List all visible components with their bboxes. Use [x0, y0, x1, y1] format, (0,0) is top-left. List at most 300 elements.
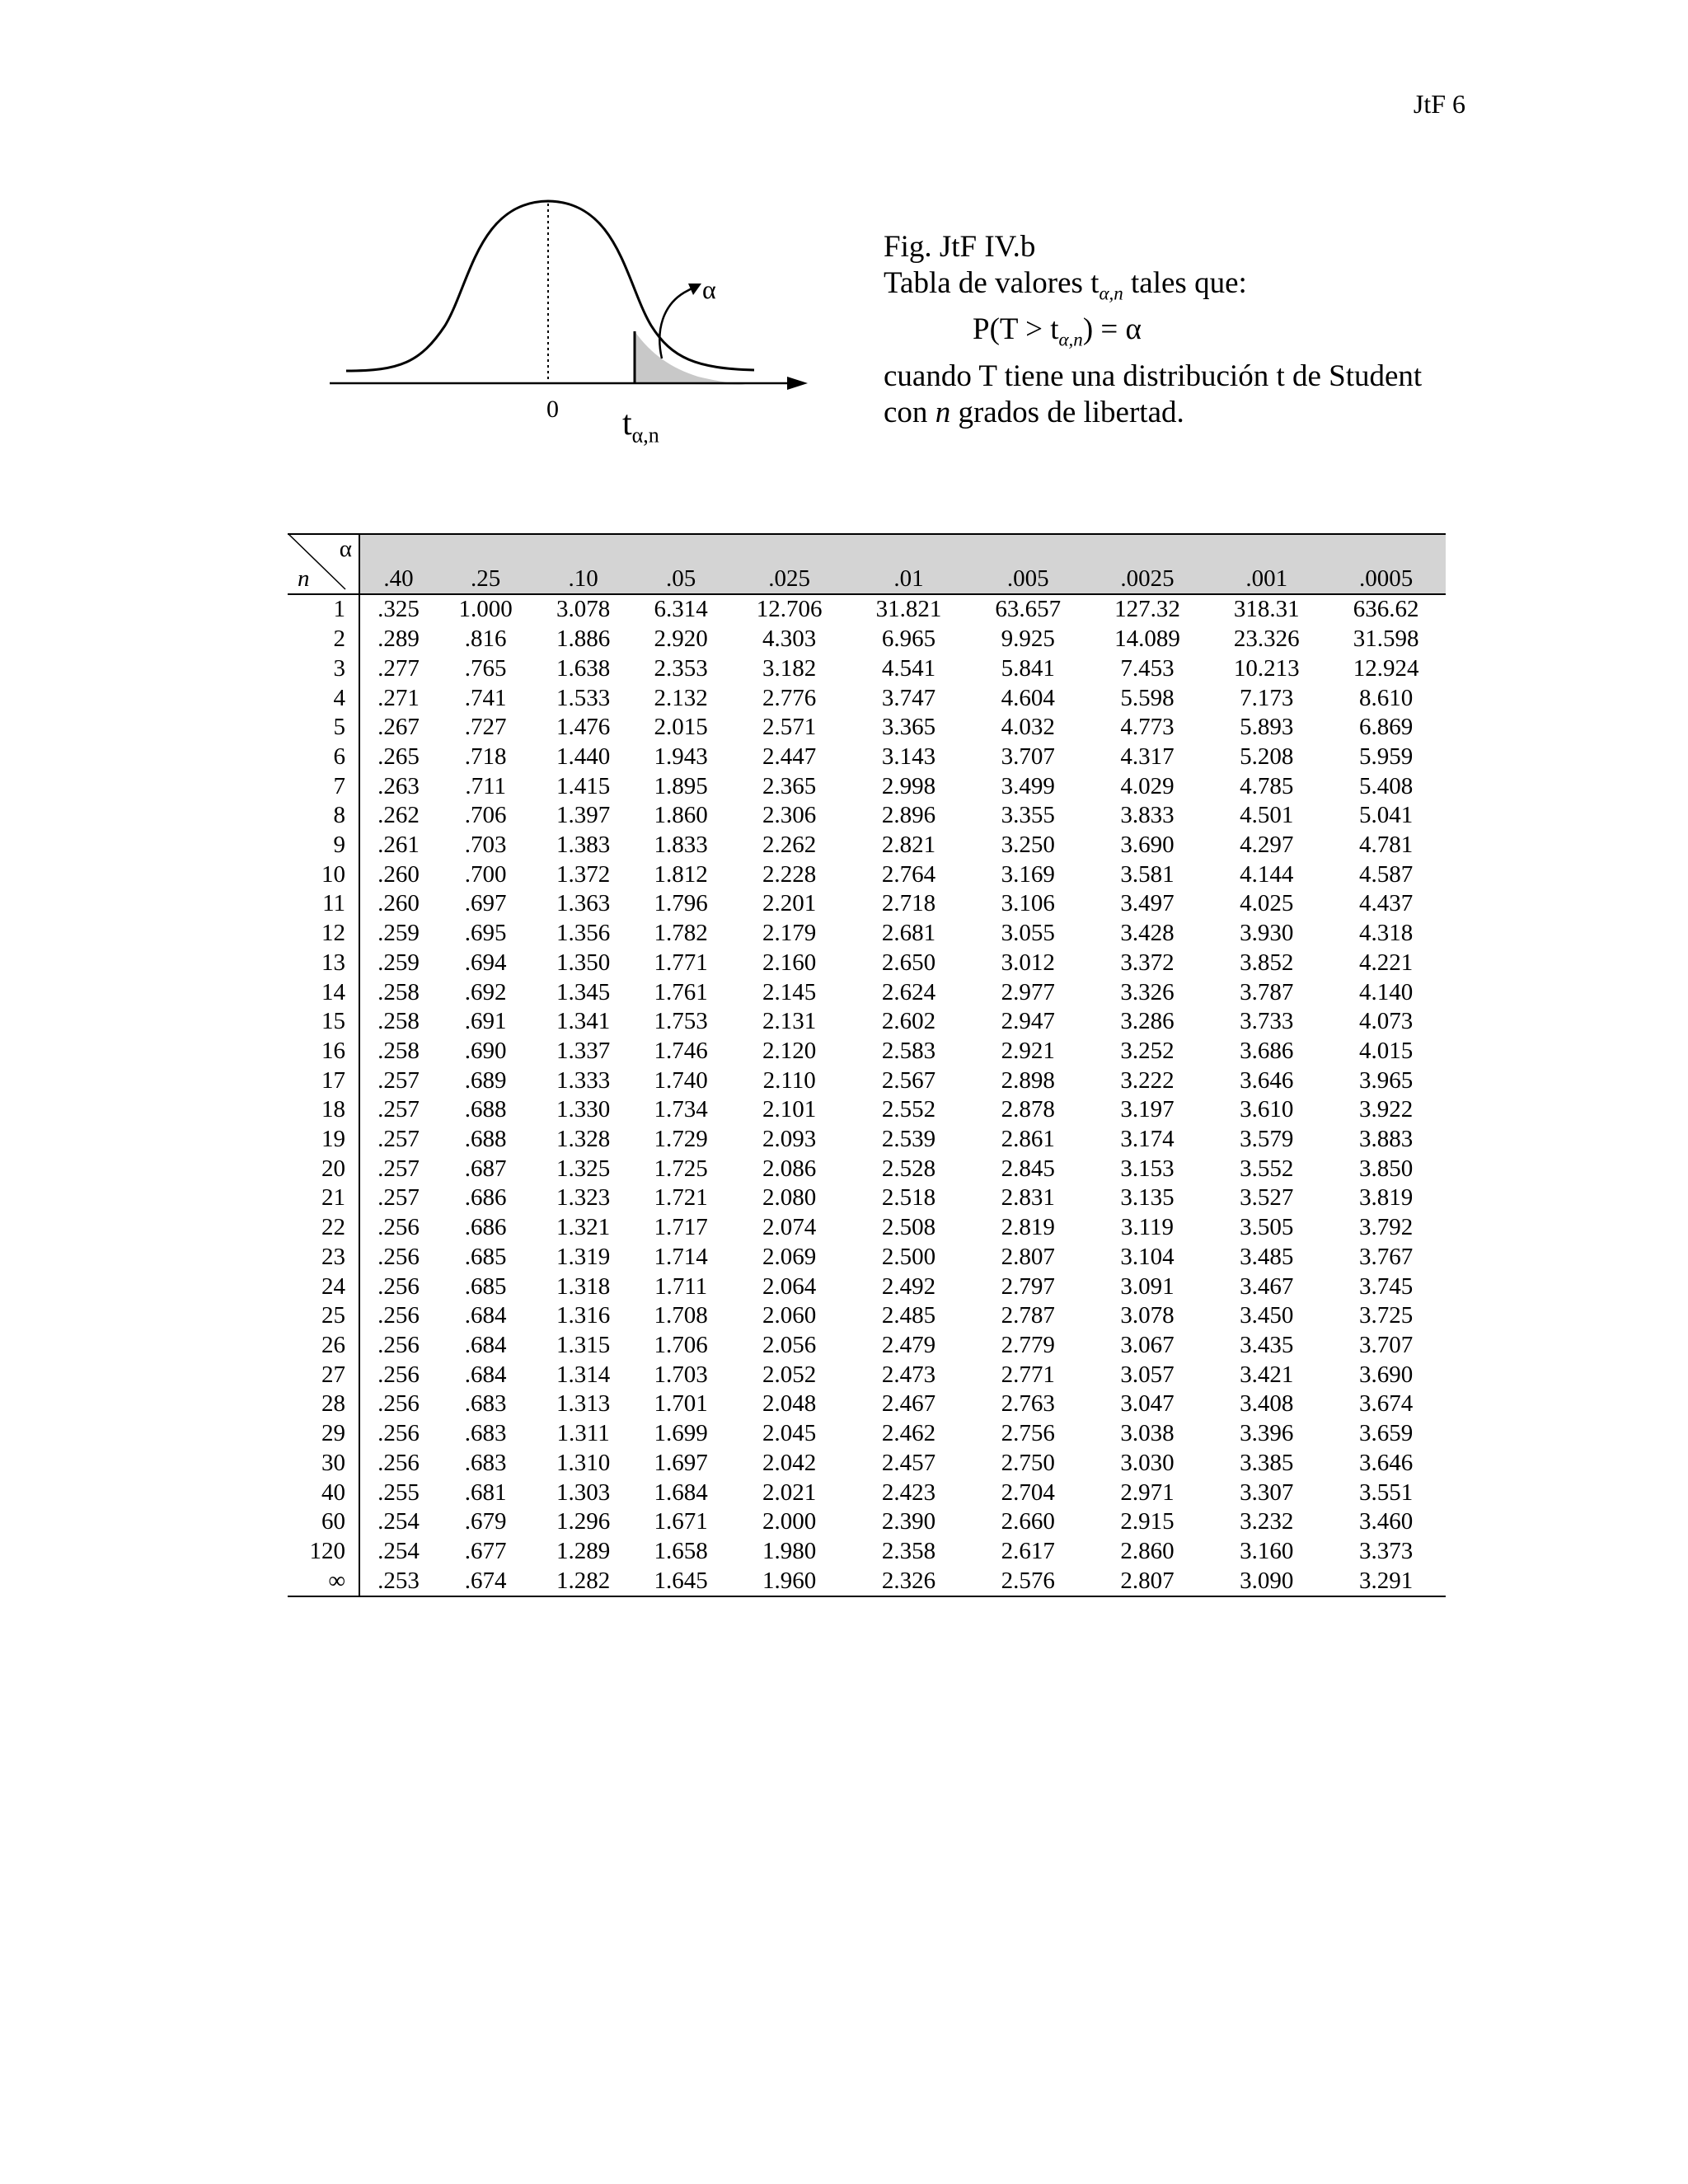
table-cell: 2.860 — [1120, 1537, 1175, 1564]
degrees-of-freedom-cell: 2 — [288, 625, 359, 654]
table-cell: 2.021 — [762, 1479, 817, 1506]
table-cell: 2.718 — [881, 890, 936, 917]
table-row — [288, 1361, 1446, 1390]
table-cell: 4.437 — [1358, 890, 1414, 917]
table-cell: 2.508 — [881, 1214, 936, 1241]
table-cell: 12.706 — [756, 596, 823, 623]
zero-label: 0 — [546, 396, 559, 423]
table-cell: 3.078 — [1120, 1302, 1175, 1329]
alpha-label: α — [702, 274, 716, 304]
degrees-of-freedom-cell: 6 — [288, 743, 359, 772]
table-cell: .258 — [377, 1037, 420, 1064]
table-cell: .257 — [377, 1126, 420, 1153]
table-cell: 2.080 — [762, 1184, 817, 1212]
table-cell: 1.315 — [556, 1331, 611, 1358]
table-row — [288, 654, 1446, 684]
table-row — [288, 1419, 1446, 1449]
column-header: .025 — [729, 565, 849, 595]
table-cell: 3.291 — [1326, 1567, 1446, 1597]
table-cell: 2.110 — [762, 1066, 816, 1094]
table-cell: 2.878 — [1001, 1096, 1055, 1123]
table-cell: 2.821 — [881, 832, 936, 859]
table-cell: 2.326 — [849, 1567, 968, 1597]
table-cell: 3.646 — [1358, 1449, 1414, 1476]
degrees-of-freedom-cell: 16 — [288, 1037, 359, 1066]
table-cell: 3.396 — [1240, 1420, 1294, 1447]
table-row — [288, 625, 1446, 654]
table-cell: .718 — [464, 743, 507, 770]
table-cell: .685 — [464, 1272, 507, 1300]
table-cell: 3.153 — [1120, 1155, 1175, 1182]
table-cell: 1.350 — [556, 949, 611, 976]
table-cell: .695 — [464, 920, 507, 947]
corner-n-cell: n — [288, 565, 359, 595]
table-cell: .689 — [464, 1066, 507, 1094]
table-cell: 3.326 — [1120, 978, 1175, 1005]
table-cell: .765 — [464, 654, 507, 682]
degrees-of-freedom-cell: 9 — [288, 831, 359, 860]
table-cell: 1.372 — [556, 860, 611, 888]
table-cell: 7.453 — [1120, 654, 1175, 682]
table-cell: .727 — [464, 714, 507, 741]
table-cell: 2.915 — [1120, 1508, 1175, 1535]
table-row — [288, 1449, 1446, 1479]
table-cell: 1.701 — [654, 1390, 708, 1418]
table-cell: 4.015 — [1358, 1037, 1414, 1064]
table-cell: 1.289 — [556, 1537, 611, 1564]
table-cell: 2.750 — [1001, 1449, 1055, 1476]
table-cell: 3.057 — [1120, 1361, 1175, 1388]
table-cell: .692 — [464, 978, 507, 1005]
table-cell: 1.717 — [654, 1214, 708, 1241]
column-header: .005 — [968, 565, 1088, 595]
table-cell: .690 — [464, 1037, 507, 1064]
table-cell: 3.707 — [1001, 743, 1055, 770]
table-cell: 636.62 — [1353, 596, 1419, 623]
table-cell: 2.571 — [762, 714, 817, 741]
table-row — [288, 1007, 1446, 1037]
table-cell: 5.208 — [1240, 743, 1294, 770]
table-cell: .256 — [377, 1302, 420, 1329]
table-cell: 3.552 — [1240, 1155, 1294, 1182]
table-cell: 3.922 — [1358, 1096, 1414, 1123]
degrees-of-freedom-cell: 25 — [288, 1301, 359, 1331]
table-cell: 3.373 — [1358, 1537, 1414, 1564]
table-cell: 3.372 — [1120, 949, 1175, 976]
table-cell: 4.785 — [1240, 772, 1294, 799]
table-cell: .259 — [377, 949, 420, 976]
table-cell: 5.598 — [1120, 684, 1175, 711]
table-cell: 3.505 — [1240, 1214, 1294, 1241]
table-cell: 4.144 — [1240, 860, 1294, 888]
column-header: .01 — [849, 565, 968, 595]
t-values-table — [288, 533, 1446, 1597]
table-cell: 1.296 — [556, 1508, 611, 1535]
table-cell: 2.064 — [762, 1272, 817, 1300]
table-cell: 12.924 — [1353, 654, 1419, 682]
table-cell: .263 — [377, 772, 420, 799]
table-cell: 3.365 — [881, 714, 936, 741]
table-cell: .271 — [377, 684, 420, 711]
table-cell: .674 — [437, 1567, 534, 1597]
degrees-of-freedom-cell: 1 — [288, 594, 359, 625]
degrees-of-freedom-cell: 60 — [288, 1507, 359, 1537]
table-cell: 2.539 — [881, 1126, 936, 1153]
table-cell: 2.764 — [881, 860, 936, 888]
table-cell: 2.015 — [654, 714, 708, 741]
table-cell: 3.467 — [1240, 1272, 1294, 1300]
table-cell: 2.704 — [1001, 1479, 1055, 1506]
table-cell: 3.182 — [762, 654, 817, 682]
column-header: .0025 — [1088, 565, 1207, 595]
table-cell: 6.314 — [654, 596, 708, 623]
table-cell: .677 — [464, 1537, 507, 1564]
degrees-of-freedom-cell: ∞ — [288, 1567, 359, 1597]
table-cell: 3.450 — [1240, 1302, 1294, 1329]
column-header: .001 — [1207, 565, 1326, 595]
table-cell: 2.160 — [762, 949, 817, 976]
table-cell: 3.197 — [1120, 1096, 1175, 1123]
table-cell: 2.898 — [1001, 1066, 1055, 1094]
table-cell: .262 — [377, 802, 420, 829]
table-cell: 1.415 — [556, 772, 611, 799]
table-row — [288, 860, 1446, 890]
table-cell: 2.045 — [762, 1420, 817, 1447]
table-cell: 3.169 — [1001, 860, 1055, 888]
table-cell: 1.313 — [556, 1390, 611, 1418]
table-cell: 1.318 — [556, 1272, 611, 1300]
table-cell: 2.776 — [762, 684, 817, 711]
table-cell: .703 — [464, 832, 507, 859]
table-cell: 1.000 — [458, 596, 513, 623]
table-row — [288, 889, 1446, 919]
table-cell: .254 — [377, 1508, 420, 1535]
table-row — [288, 1331, 1446, 1361]
table-cell: 2.771 — [1001, 1361, 1055, 1388]
table-cell: 5.041 — [1358, 802, 1414, 829]
table-cell: 3.222 — [1120, 1066, 1175, 1094]
table-row — [288, 1066, 1446, 1096]
table-cell: .257 — [377, 1184, 420, 1212]
table-cell: .256 — [377, 1243, 420, 1270]
table-row — [288, 1125, 1446, 1155]
table-cell: .256 — [377, 1449, 420, 1476]
table-cell: 4.773 — [1120, 714, 1175, 741]
t-label: $t_{\alpha,n}$ — [622, 405, 659, 448]
table-cell: 318.31 — [1233, 596, 1300, 623]
table-cell: 2.353 — [654, 654, 708, 682]
table-cell: 2.583 — [881, 1037, 936, 1064]
table-cell: 3.485 — [1240, 1243, 1294, 1270]
degrees-of-freedom-cell: 26 — [288, 1331, 359, 1361]
table-cell: 2.228 — [762, 860, 817, 888]
table-cell: 3.767 — [1358, 1243, 1414, 1270]
table-cell: 5.408 — [1358, 772, 1414, 799]
table-cell: 31.598 — [1353, 626, 1419, 653]
table-cell: 2.467 — [881, 1390, 936, 1418]
table-cell: .685 — [464, 1243, 507, 1270]
table-cell: 1.761 — [654, 978, 708, 1005]
table-cell: 10.213 — [1233, 654, 1300, 682]
table-cell: .741 — [464, 684, 507, 711]
table-cell: 31.821 — [875, 596, 942, 623]
table-cell: 4.032 — [1001, 714, 1055, 741]
table-cell: 3.646 — [1240, 1066, 1294, 1094]
table-cell: 2.423 — [881, 1479, 936, 1506]
degrees-of-freedom-cell: 13 — [288, 949, 359, 978]
table-cell: 3.930 — [1240, 920, 1294, 947]
table-cell: 3.686 — [1240, 1037, 1294, 1064]
degrees-of-freedom-cell: 7 — [288, 772, 359, 802]
degrees-of-freedom-cell: 4 — [288, 684, 359, 714]
table-cell: 3.030 — [1120, 1449, 1175, 1476]
table-cell: 1.703 — [654, 1361, 708, 1388]
table-cell: .325 — [377, 596, 420, 623]
table-cell: 2.492 — [881, 1272, 936, 1300]
table-cell: 1.282 — [534, 1567, 631, 1597]
page-label: JtF 6 — [1413, 89, 1465, 119]
table-cell: 2.069 — [762, 1243, 817, 1270]
table-cell: 1.886 — [556, 626, 611, 653]
table-row — [288, 772, 1446, 802]
table-cell: 2.485 — [881, 1302, 936, 1329]
table-row — [288, 1507, 1446, 1537]
table-cell: 2.262 — [762, 832, 817, 859]
table-cell: 3.850 — [1358, 1155, 1414, 1182]
table-row — [288, 1301, 1446, 1331]
table-cell: 2.797 — [1001, 1272, 1055, 1300]
table-cell: .688 — [464, 1126, 507, 1153]
table-cell: 23.326 — [1233, 626, 1300, 653]
table-cell: .265 — [377, 743, 420, 770]
table-row — [288, 684, 1446, 714]
table-cell: 2.552 — [881, 1096, 936, 1123]
table-cell: 3.232 — [1240, 1508, 1294, 1535]
table-cell: 1.771 — [654, 949, 708, 976]
table-cell: .289 — [377, 626, 420, 653]
table-cell: .255 — [377, 1479, 420, 1506]
degrees-of-freedom-cell: 21 — [288, 1183, 359, 1213]
table-cell: 3.078 — [556, 596, 611, 623]
table-cell: 2.807 — [1001, 1243, 1055, 1270]
table-cell: 1.316 — [556, 1302, 611, 1329]
table-cell: 3.090 — [1207, 1567, 1326, 1597]
table-row — [288, 919, 1446, 949]
table-cell: 2.132 — [654, 684, 708, 711]
degrees-of-freedom-cell: 11 — [288, 889, 359, 919]
table-cell: 1.729 — [654, 1126, 708, 1153]
table-cell: 5.959 — [1358, 743, 1414, 770]
table-cell: .259 — [377, 920, 420, 947]
table-row — [288, 1213, 1446, 1243]
table-cell: .256 — [377, 1390, 420, 1418]
table-cell: .683 — [464, 1390, 507, 1418]
table-cell: 1.860 — [654, 802, 708, 829]
table-cell: 2.074 — [762, 1214, 817, 1241]
table-cell: 3.067 — [1120, 1331, 1175, 1358]
table-cell: 2.042 — [762, 1449, 817, 1476]
table-cell: .697 — [464, 890, 507, 917]
table-cell: 2.358 — [881, 1537, 936, 1564]
caption-formula: $P(T > t_{\alpha,n}) = \alpha$ — [973, 312, 1142, 350]
table-cell: 2.131 — [762, 1008, 817, 1035]
table-row — [288, 1479, 1446, 1508]
table-cell: 1.714 — [654, 1243, 708, 1270]
table-cell: 3.674 — [1358, 1390, 1414, 1418]
degrees-of-freedom-cell: 28 — [288, 1390, 359, 1419]
table-cell: .686 — [464, 1214, 507, 1241]
table-cell: 4.140 — [1358, 978, 1414, 1005]
tail-area — [635, 331, 746, 385]
table-cell: .257 — [377, 1066, 420, 1094]
table-cell: .260 — [377, 890, 420, 917]
degrees-of-freedom-cell: 22 — [288, 1213, 359, 1243]
table-cell: 3.135 — [1120, 1184, 1175, 1212]
table-cell: 1.725 — [654, 1155, 708, 1182]
table-cell: 3.833 — [1120, 802, 1175, 829]
table-cell: 2.756 — [1001, 1420, 1055, 1447]
table-cell: 3.460 — [1358, 1508, 1414, 1535]
table-cell: .683 — [464, 1449, 507, 1476]
t-distribution-figure — [326, 194, 820, 457]
table-cell: 1.356 — [556, 920, 611, 947]
degrees-of-freedom-cell: 17 — [288, 1066, 359, 1096]
table-cell: 1.980 — [762, 1537, 817, 1564]
table-row — [288, 713, 1446, 743]
table-cell: 3.286 — [1120, 1008, 1175, 1035]
table-cell: 1.345 — [556, 978, 611, 1005]
table-cell: 2.660 — [1001, 1508, 1055, 1535]
table-cell: 3.883 — [1358, 1126, 1414, 1153]
table-cell: 4.501 — [1240, 802, 1294, 829]
table-cell: .687 — [464, 1155, 507, 1182]
table-cell: 2.807 — [1088, 1567, 1207, 1597]
table-cell: 4.317 — [1120, 743, 1175, 770]
table-cell: 6.869 — [1358, 714, 1414, 741]
table-cell: 3.551 — [1358, 1479, 1414, 1506]
table-cell: 1.310 — [556, 1449, 611, 1476]
degrees-of-freedom-cell: 23 — [288, 1243, 359, 1272]
table-cell: 4.781 — [1358, 832, 1414, 859]
table-row — [288, 1183, 1446, 1213]
table-cell: 1.697 — [654, 1449, 708, 1476]
table-cell: 1.753 — [654, 1008, 708, 1035]
table-cell: 2.179 — [762, 920, 817, 947]
table-row — [288, 1272, 1446, 1302]
table-cell: 2.447 — [762, 743, 817, 770]
table-cell: 4.318 — [1358, 920, 1414, 947]
degrees-of-freedom-cell: 30 — [288, 1449, 359, 1479]
table-cell: 2.086 — [762, 1155, 817, 1182]
table-cell: 1.397 — [556, 802, 611, 829]
table-row — [288, 1037, 1446, 1066]
table-cell: 1.321 — [556, 1214, 611, 1241]
table-cell: 14.089 — [1114, 626, 1180, 653]
table-row — [288, 743, 1446, 772]
table-cell: .684 — [464, 1361, 507, 1388]
table-cell: 3.690 — [1358, 1361, 1414, 1388]
table-cell: 2.093 — [762, 1126, 817, 1153]
table-cell: 2.101 — [762, 1096, 817, 1123]
table-cell: 2.921 — [1001, 1037, 1055, 1064]
table-cell: 3.581 — [1120, 860, 1175, 888]
table-cell: 1.658 — [654, 1537, 708, 1564]
table-cell: 1.711 — [654, 1272, 708, 1300]
table-cell: 3.787 — [1240, 978, 1294, 1005]
column-header: .40 — [359, 565, 437, 595]
table-cell: 3.091 — [1120, 1272, 1175, 1300]
table-row — [288, 1243, 1446, 1272]
table-cell: .256 — [377, 1420, 420, 1447]
table-cell: 2.947 — [1001, 1008, 1055, 1035]
table-cell: .257 — [377, 1155, 420, 1182]
table-cell: 1.323 — [556, 1184, 611, 1212]
degrees-of-freedom-cell: 19 — [288, 1125, 359, 1155]
table-cell: 4.029 — [1120, 772, 1175, 799]
column-header: .0005 — [1326, 565, 1446, 595]
table-cell: 1.734 — [654, 1096, 708, 1123]
table-cell: 3.690 — [1120, 832, 1175, 859]
table-cell: 3.143 — [881, 743, 936, 770]
table-cell: 2.617 — [1001, 1537, 1055, 1564]
table-cell: 1.328 — [556, 1126, 611, 1153]
table-cell: .684 — [464, 1302, 507, 1329]
table-cell: .684 — [464, 1331, 507, 1358]
table-cell: .681 — [464, 1479, 507, 1506]
table-row — [288, 1390, 1446, 1419]
table-cell: 2.060 — [762, 1302, 817, 1329]
table-cell: 1.833 — [654, 832, 708, 859]
corner-alpha-cell: α — [288, 534, 359, 565]
table-cell: 4.604 — [1001, 684, 1055, 711]
table-cell: 1.337 — [556, 1037, 611, 1064]
table-cell: .256 — [377, 1361, 420, 1388]
table-cell: .253 — [359, 1567, 437, 1597]
table-cell: 3.106 — [1001, 890, 1055, 917]
table-cell: 1.782 — [654, 920, 708, 947]
table-row — [288, 949, 1446, 978]
table-cell: 1.796 — [654, 890, 708, 917]
table-cell: 2.681 — [881, 920, 936, 947]
table-cell: 9.925 — [1001, 626, 1055, 653]
table-cell: 2.201 — [762, 890, 817, 917]
table-cell: 8.610 — [1358, 684, 1414, 711]
x-axis-arrow — [787, 377, 808, 390]
table-cell: 3.012 — [1001, 949, 1055, 976]
table-cell: 2.896 — [881, 802, 936, 829]
figure-caption — [884, 229, 1477, 431]
table-cell: 1.812 — [654, 860, 708, 888]
table-cell: .816 — [464, 626, 507, 653]
table-cell: 3.747 — [881, 684, 936, 711]
table-cell: 4.073 — [1358, 1008, 1414, 1035]
table-cell: 1.895 — [654, 772, 708, 799]
table-cell: 3.819 — [1358, 1184, 1414, 1212]
table-cell: .688 — [464, 1096, 507, 1123]
degrees-of-freedom-cell: 3 — [288, 654, 359, 684]
table-cell: 2.056 — [762, 1331, 817, 1358]
table-cell: .260 — [377, 860, 420, 888]
table-cell: 3.965 — [1358, 1066, 1414, 1094]
table-cell: 63.657 — [995, 596, 1062, 623]
degrees-of-freedom-cell: 18 — [288, 1095, 359, 1125]
table-cell: .258 — [377, 1008, 420, 1035]
table-cell: .254 — [377, 1537, 420, 1564]
header-alpha-spacer — [359, 534, 1446, 565]
table-cell: 2.528 — [881, 1155, 936, 1182]
caption-title: Fig. JtF IV.b — [884, 230, 1036, 264]
table-cell: 2.763 — [1001, 1390, 1055, 1418]
